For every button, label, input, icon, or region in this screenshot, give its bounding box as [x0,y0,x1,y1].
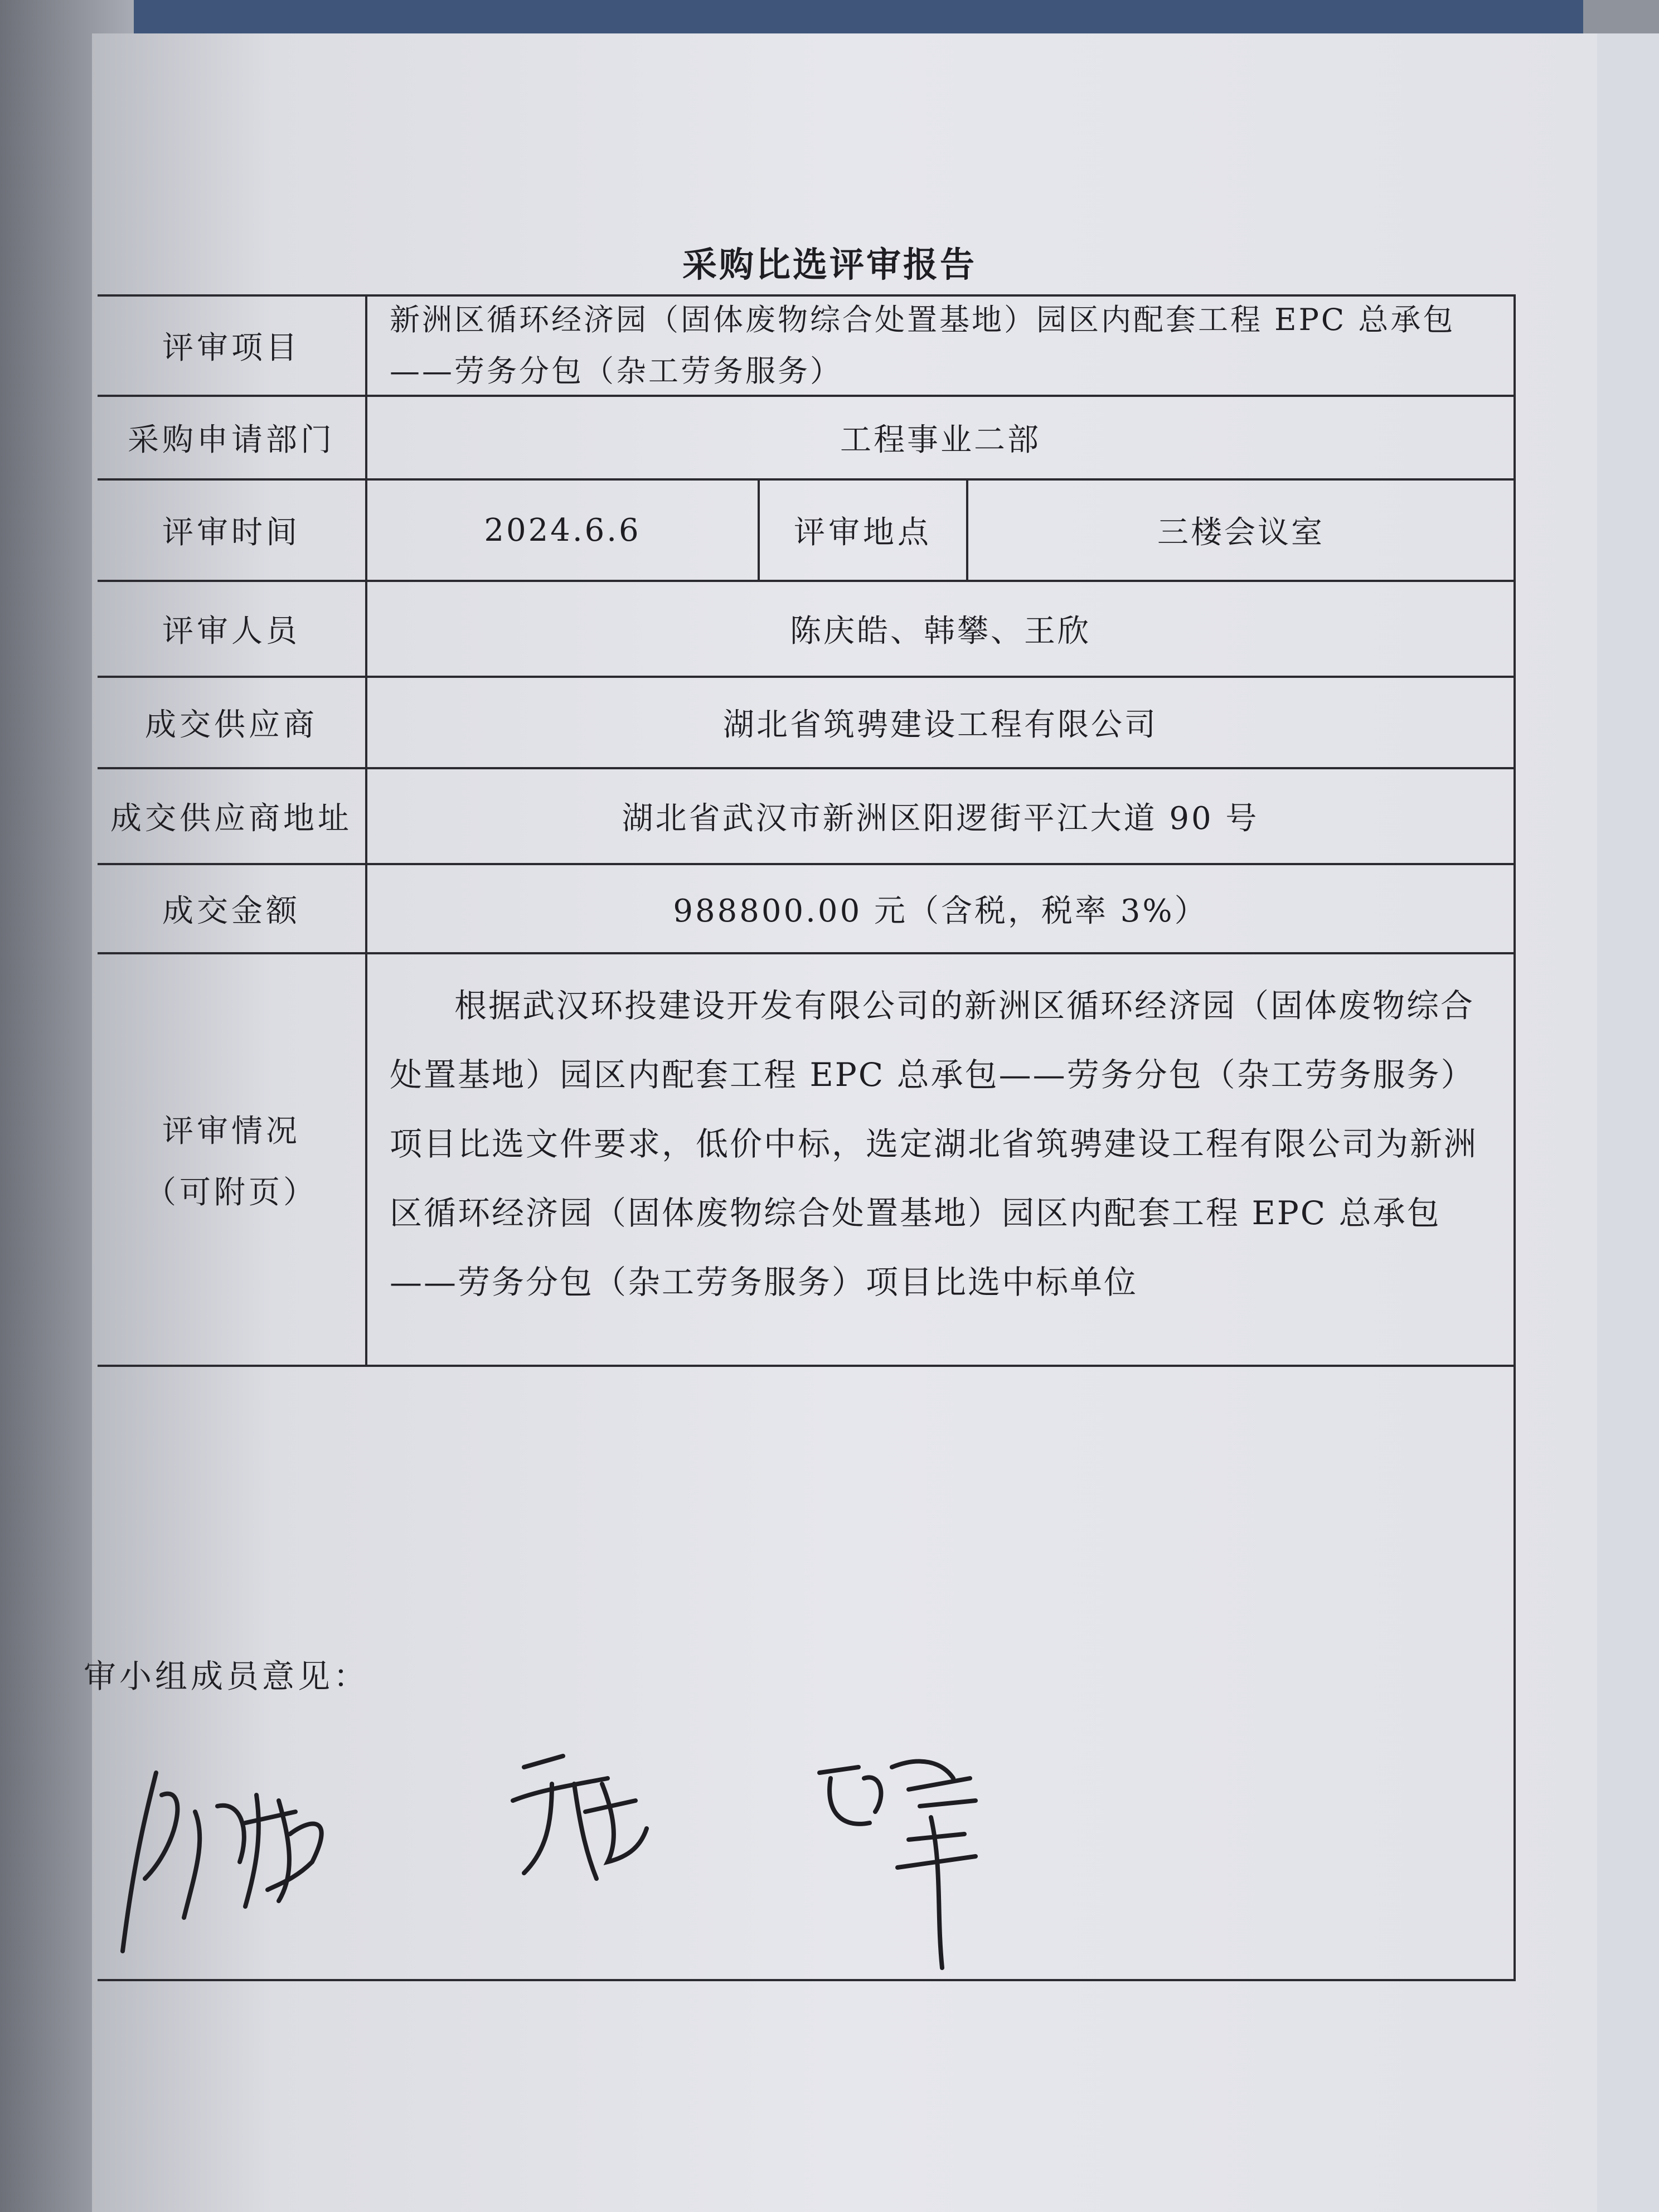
review-table [98,294,1516,1367]
row-supplier [98,678,1514,769]
value-situation-cell [367,954,1514,1365]
row-situation [98,954,1514,1367]
value-situation: 根据武汉环投建设开发有限公司的新洲区循环经济园（固体废物综合处置基地）园区内配套工程 EPC 总承包——劳务分包（杂工劳务服务）项目比选文件要求，低价中标，选定湖北省筑骋建设工程有限公司为新洲区循环经济园（固体废物综合处置基地）园区内配套工程 EPC 总承包——劳务分包（杂工劳务服务）项目比选中标单位 [390,987,1478,1301]
row-address [98,769,1514,865]
label-time: 评审时间 [98,481,367,580]
row-department [98,397,1514,481]
page-title: 采购比选评审报告 [682,244,977,285]
label-situation: 评审情况 [162,1113,300,1149]
label-situation-cell [98,954,367,1365]
value-amount: 988800.00 元（含税，税率 3%） [673,893,1208,929]
label-amount: 成交金额 [98,865,367,952]
value-department: 工程事业二部 [840,422,1041,458]
row-amount [98,865,1514,954]
label-situation-note: （可附页） [145,1175,318,1211]
signature-2 [491,1745,658,1890]
label-address: 成交供应商地址 [98,769,367,863]
opinion-label: 审小组成员意见： [84,1657,370,1695]
label-reviewers: 评审人员 [98,582,367,676]
row-time-place [98,481,1514,582]
value-time: 2024.6.6 [367,481,760,580]
label-place: 评审地点 [760,481,968,580]
value-address: 湖北省武汉市新洲区阳逻街平江大道 90 号 [622,801,1259,837]
label-supplier: 成交供应商 [98,678,367,767]
value-reviewers: 陈庆皓、韩攀、王欣 [790,613,1091,649]
signature-3 [808,1745,992,1979]
row-project [98,297,1514,397]
label-project: 评审项目 [98,297,367,395]
value-place: 三楼会议室 [1157,515,1325,551]
value-project: 新洲区循环经济园（固体废物综合处置基地）园区内配套工程 EPC 总承包——劳务分包（杂工劳务服务） [390,302,1456,389]
value-supplier: 湖北省筑骋建设工程有限公司 [723,707,1158,743]
signature-1 [111,1750,346,1962]
label-department: 采购申请部门 [98,397,367,478]
row-reviewers [98,582,1514,678]
